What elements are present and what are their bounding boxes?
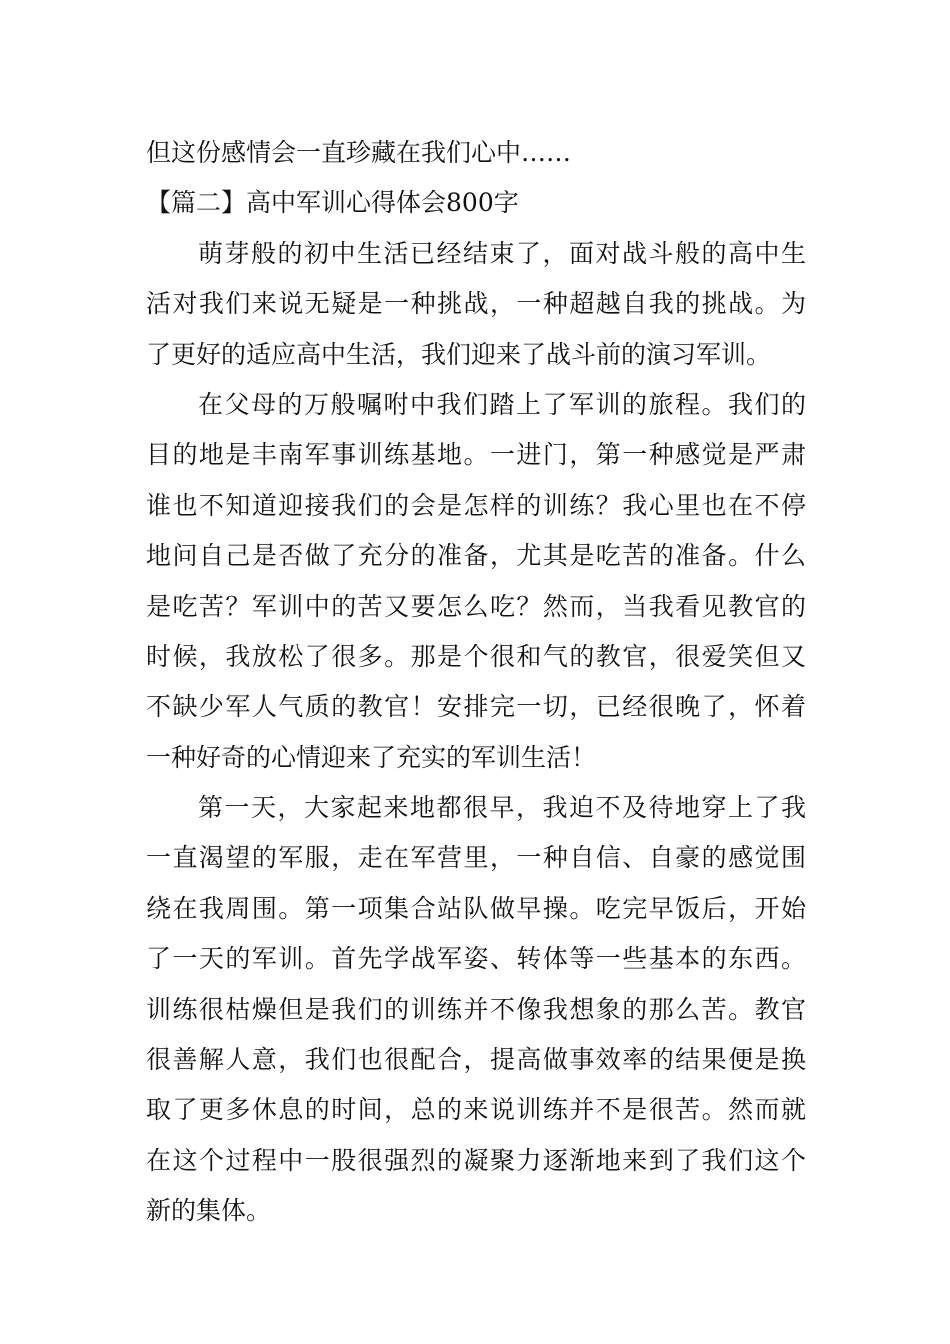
text-line: 谁也不知道迎接我们的会是怎样的训练？我心里也在不停 bbox=[146, 490, 806, 520]
text-line: 一直渴望的军服，走在军营里，一种自信、自豪的感觉围 bbox=[146, 843, 806, 873]
text-line: 取了更多休息的时间，总的来说训练并不是很苦。然而就 bbox=[146, 1095, 806, 1125]
text-line: 活对我们来说无疑是一种挑战，一种超越自我的挑战。为 bbox=[146, 289, 806, 319]
text-line: 是吃苦？军训中的苦又要怎么吃？然而，当我看见教官的 bbox=[146, 591, 806, 621]
section-heading: 【篇二】高中军训心得体会800字 bbox=[146, 188, 519, 218]
text-line: 不缺少军人气质的教官！安排完一切，已经很晚了，怀着 bbox=[146, 692, 806, 722]
text-line: 了一天的军训。首先学战军姿、转体等一些基本的东西。 bbox=[146, 944, 806, 974]
text-line: 萌芽般的初中生活已经结束了，面对战斗般的高中生 bbox=[198, 238, 806, 268]
text-line: 绕在我周围。第一项集合站队做早操。吃完早饭后，开始 bbox=[146, 893, 806, 923]
text-line: 在这个过程中一股很强烈的凝聚力逐渐地来到了我们这个 bbox=[146, 1145, 806, 1175]
text-line: 一种好奇的心情迎来了充实的军训生活！ bbox=[146, 742, 597, 772]
text-line: 了更好的适应高中生活，我们迎来了战斗前的演习军训。 bbox=[146, 339, 772, 369]
text-line: 很善解人意，我们也很配合，提高做事效率的结果便是换 bbox=[146, 1045, 806, 1075]
text-line: 新的集体。 bbox=[146, 1196, 272, 1226]
text-line: 在父母的万般嘱咐中我们踏上了军训的旅程。我们的 bbox=[198, 389, 806, 419]
document-body bbox=[146, 128, 806, 1237]
text-line: 目的地是丰南军事训练基地。一进门，第一种感觉是严肃 bbox=[146, 440, 806, 470]
text-line: 时候，我放松了很多。那是个很和气的教官，很爱笑但又 bbox=[146, 641, 806, 671]
text-line: 第一天，大家起来地都很早，我迫不及待地穿上了我 bbox=[198, 793, 806, 823]
text-line: 但这份感情会一直珍藏在我们心中…… bbox=[146, 138, 572, 167]
text-line: 地问自己是否做了充分的准备，尤其是吃苦的准备。什么 bbox=[146, 541, 806, 571]
text-line: 训练很枯燥但是我们的训练并不像我想象的那么苦。教官 bbox=[146, 994, 806, 1024]
